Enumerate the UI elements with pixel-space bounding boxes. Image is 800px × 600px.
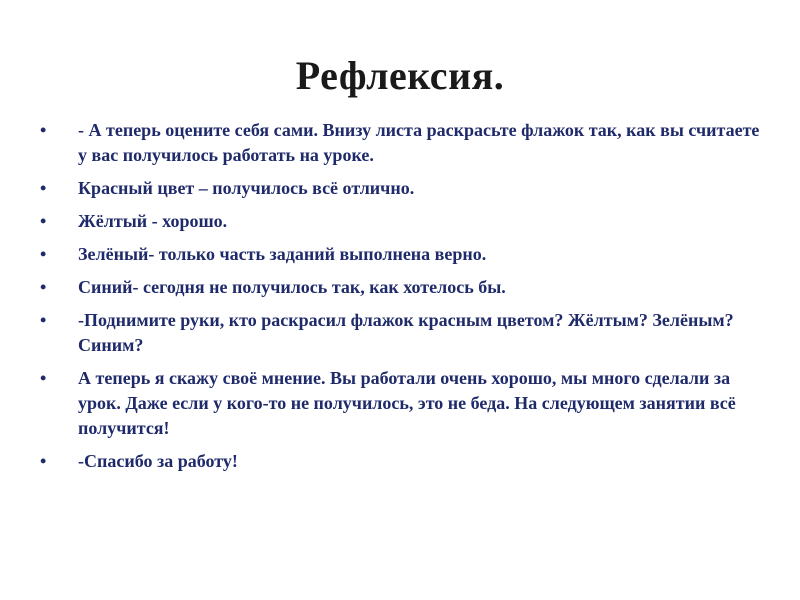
bullet-icon: •	[40, 211, 47, 231]
bullet-icon: •	[40, 244, 47, 264]
bullet-icon: •	[40, 368, 47, 388]
bullet-text: -Спасибо за работу!	[78, 451, 238, 471]
bullet-item	[40, 366, 760, 441]
bullet-item	[40, 209, 760, 234]
bullet-icon: •	[40, 178, 47, 198]
bullet-item	[40, 449, 760, 474]
bullet-text: Красный цвет – получилось всё отлично.	[78, 178, 415, 198]
bullet-text: -Поднимите руки, кто раскрасил флажок красным цветом? Жёлтым? Зелёным? Синим?	[78, 310, 734, 355]
bullet-item	[40, 118, 760, 168]
bullet-list	[40, 118, 760, 482]
bullet-item	[40, 242, 760, 267]
bullet-icon: •	[40, 310, 47, 330]
bullet-text: Жёлтый - хорошо.	[78, 211, 228, 231]
bullet-text: Синий- сегодня не получилось так, как хотелось бы.	[78, 277, 506, 297]
bullet-icon: •	[40, 120, 47, 140]
bullet-item	[40, 308, 760, 358]
bullet-item	[40, 275, 760, 300]
bullet-item	[40, 176, 760, 201]
bullet-icon: •	[40, 451, 47, 471]
bullet-text: - А теперь оцените себя сами. Внизу листа раскрасьте флажок так, как вы считаете у вас получилось работать на уроке.	[78, 120, 760, 165]
bullet-text: Зелёный- только часть заданий выполнена верно.	[78, 244, 487, 264]
bullet-icon: •	[40, 277, 47, 297]
slide-title: Рефлексия.	[295, 53, 505, 98]
bullet-text: А теперь я скажу своё мнение. Вы работали очень хорошо, мы много сделали за урок. Даже если у кого-то не получилось, это не беда. На следующем занятии всё получится!	[78, 368, 736, 438]
